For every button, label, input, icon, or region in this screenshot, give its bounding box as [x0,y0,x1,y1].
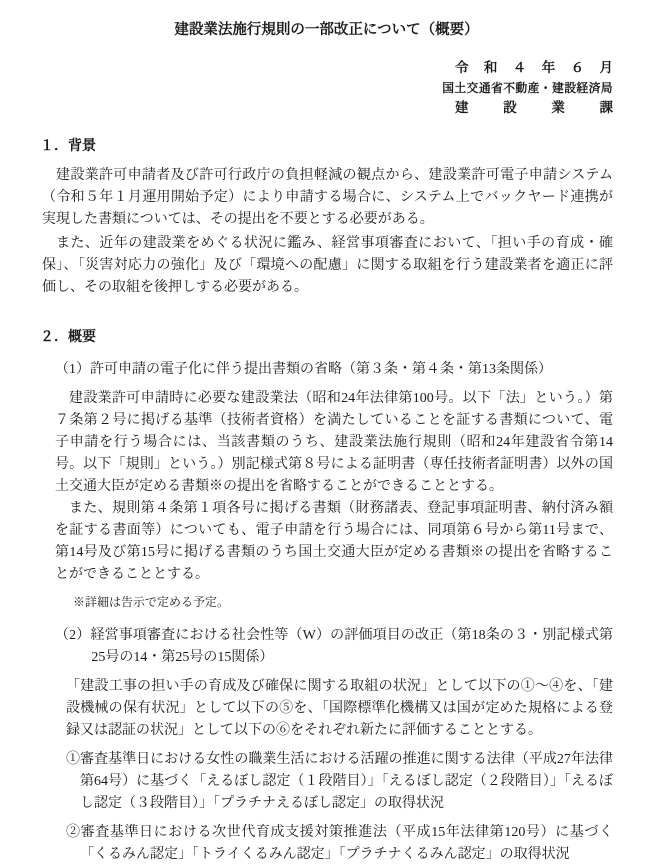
subsection-1-paragraph: 建設業許可申請時に必要な建設業法（昭和24年法律第100号。以下「法」という。）第７条第２号に掲げる基準（技術者資格）を満たしていることを証する書類について、電子申請を行う場合には、当該書類のうち、建設業法施行規則（昭和24年建設省令第14号。以下「規則」という。）別記様式第８号による証明書（専任技術者証明書）以外の国土交通大臣が定める書類※の提出を省略することができることとする。 [55,391,613,494]
subsection-2-heading: （2）経営事項審査における社会性等（W）の評価項目の改正（第18条の３・別記様式第25号の14・第25号の15関係） [55,628,613,665]
section-background [40,134,613,299]
header-block [40,58,613,118]
subsection-2-intro: 「建設工事の担い手の育成及び確保に関する取組の状況」として以下の①～④を、「建設機械の保有状況」として以下の⑤を、「国際標準化機構又は国が定めた規格による登録又は認証の状況」として以下の⑥をそれぞれ新たに評価することとする。 [66,679,613,738]
section-overview-heading: ２．概要 [40,328,96,344]
background-paragraph: 建設業許可申請者及び許可行政庁の負担軽減の観点から、建設業許可電子申請システム（令和５年１月運用開始予定）により申請する場合に、システム上でバックヤード連携が実現した書類については、その提出を不要とする必要がある。 [42,168,613,227]
header-division: 建設業課 [455,100,613,115]
section-overview [40,325,613,866]
subsection-1-paragraph: また、規則第４条第１項各号に掲げる書類（財務諸表、登記事項証明書、納付済み額を証する書面等）についても、電子申請を行う場合には、同項第６号から第11号まで、第14号及び第15号に掲げる書類のうち国土交通大臣が定める書類※の提出を省略することができることとする。 [55,501,613,582]
section-background-heading: １．背景 [40,137,96,153]
overview-subsection-1 [55,359,613,611]
background-paragraph: また、近年の建設業をめぐる状況に鑑み、経営事項審査において、「担い手の育成・確保」、「災害対応力の強化」及び「環境への配慮」に関する取組を行う建設業者を適正に評価し、その取組を後押しする必要がある。 [42,236,613,295]
document-title: 建設業法施行規則の一部改正について（概要） [174,22,479,38]
subsection-1-heading: （1）許可申請の電子化に伴う提出書類の省略（第３条・第４条・第13条関係） [55,362,552,377]
overview-subsection-2 [55,625,613,866]
numbered-item-2: ②審査基準日における次世代育成支援対策推進法（平成15年法律第120号）に基づく「くるみん認定」「トライくるみん認定」「プラチナくるみん認定」の取得状況 [66,825,613,862]
header-organization: 国土交通省不動産・建設経済局 [442,81,613,95]
header-date: 令和４年６月 [455,60,613,75]
subsection-1-footnote: ※詳細は告示で定める予定。 [73,595,230,609]
numbered-item-1: ①審査基準日における女性の職業生活における活躍の推進に関する法律（平成27年法律第64号）に基づく「えるぼし認定（１段階目）」「えるぼし認定（２段階目）」「えるぼし認定（３段階目）」「プラチナえるぼし認定」の取得状況 [66,752,613,811]
